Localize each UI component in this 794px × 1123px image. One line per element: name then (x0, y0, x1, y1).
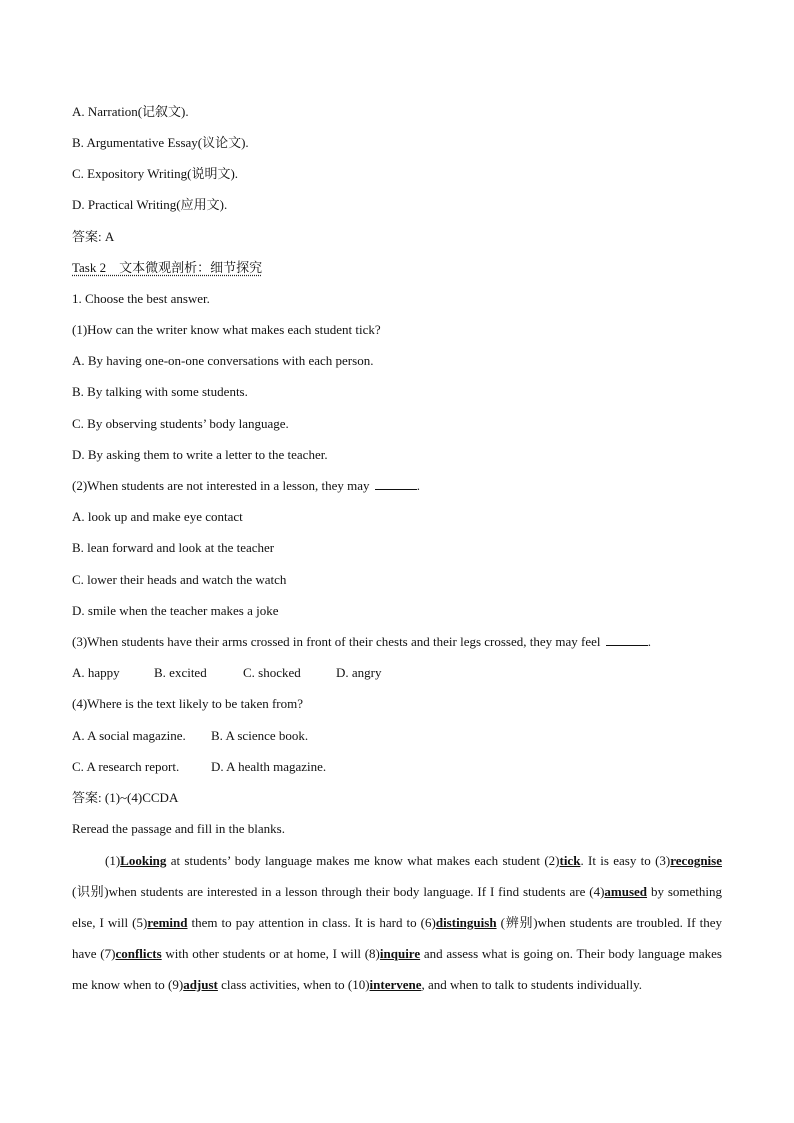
question-4-stem: (4)Where is the text likely to be taken from? (72, 696, 304, 711)
question-3-option-c: C. shocked (243, 665, 301, 680)
passage-text: with other students or at home, I will (8) (161, 946, 380, 961)
question-3-stem (72, 634, 722, 650)
answer-word-9: adjust (183, 977, 218, 992)
answer-word-1: Looking (120, 853, 167, 868)
question-3-blank (606, 634, 648, 646)
answer-1: 答案: A (72, 229, 115, 244)
question-4-option-a: A. A social magazine. (72, 728, 186, 743)
passage-text: (辨别)when students are troubled. If they have (7) (72, 915, 723, 961)
question-3-options (72, 665, 722, 681)
answer-2: 答案: (1)~(4)CCDA (72, 790, 179, 805)
question-3-stem-end: . (647, 634, 651, 649)
answer-word-8: inquire (379, 946, 421, 961)
passage-text: by something else, I will (5) (72, 884, 722, 930)
passage-text: (1) (105, 853, 121, 868)
answer-word-5: remind (147, 915, 188, 930)
question-4-option-b: B. A science book. (211, 728, 309, 743)
answer-word-3: recognise (670, 853, 722, 868)
question-2-option-c: C. lower their heads and watch the watch (72, 572, 287, 587)
question-4-option-d: D. A health magazine. (211, 759, 327, 774)
question-3-option-d: D. angry (336, 665, 382, 680)
question-4-options-row1 (72, 728, 722, 744)
question-2-blank (375, 478, 417, 490)
question-1-option-d: D. By asking them to write a letter to the teacher. (72, 447, 328, 462)
answer-word-7: conflicts (115, 946, 162, 961)
question-4-options-row2 (72, 759, 722, 775)
question-4-option-c: C. A research report. (72, 759, 180, 774)
question-2-option-a: A. look up and make eye contact (72, 509, 243, 524)
answer-word-4: amused (604, 884, 648, 899)
option-c-expository: C. Expository Writing(说明文). (72, 166, 239, 181)
question-2-option-b: B. lean forward and look at the teacher (72, 540, 275, 555)
passage-text: and assess what is going on. Their body language makes me know when to (9) (72, 946, 722, 992)
passage-text: , and when to talk to students individually. (421, 977, 643, 992)
reread-instruction: Reread the passage and fill in the blanks. (72, 821, 285, 836)
question-1-option-c: C. By observing students’ body language. (72, 416, 289, 431)
question-2-stem-end: . (416, 478, 420, 493)
passage-text: at students’ body language makes me know what makes each student (2) (166, 853, 560, 868)
answer-word-6: distinguish (435, 915, 497, 930)
answer-word-10: intervene (369, 977, 422, 992)
question-1-option-b: B. By talking with some students. (72, 384, 248, 399)
task-2-heading: Task 2 文本微观剖析：细节探究 (72, 260, 263, 275)
fill-in-passage (72, 845, 722, 1000)
question-2-stem-text: (2)When students are not interested in a lesson, they may (72, 478, 370, 493)
question-2-option-d: D. smile when the teacher makes a joke (72, 603, 279, 618)
passage-text: them to pay attention in class. It is hard to (6) (187, 915, 436, 930)
passage-text: (识别)when students are interested in a lesson through their body language. If I find students are (4) (72, 884, 605, 899)
option-a-narration: A. Narration(记叙文). (72, 104, 189, 119)
question-1-option-a: A. By having one-on-one conversations with each person. (72, 353, 374, 368)
option-b-argumentative: B. Argumentative Essay(议论文). (72, 135, 249, 150)
question-intro: 1. Choose the best answer. (72, 291, 210, 306)
question-3-option-a: A. happy (72, 665, 120, 680)
answer-word-2: tick (559, 853, 581, 868)
option-d-practical: D. Practical Writing(应用文). (72, 197, 228, 212)
passage-text: class activities, when to (10) (217, 977, 370, 992)
question-1-stem: (1)How can the writer know what makes each student tick? (72, 322, 381, 337)
passage-text: . It is easy to (3) (580, 853, 671, 868)
question-3-stem-text: (3)When students have their arms crossed in front of their chests and their legs crossed, they may feel (72, 634, 601, 649)
question-3-option-b: B. excited (154, 665, 207, 680)
question-2-stem (72, 478, 722, 494)
